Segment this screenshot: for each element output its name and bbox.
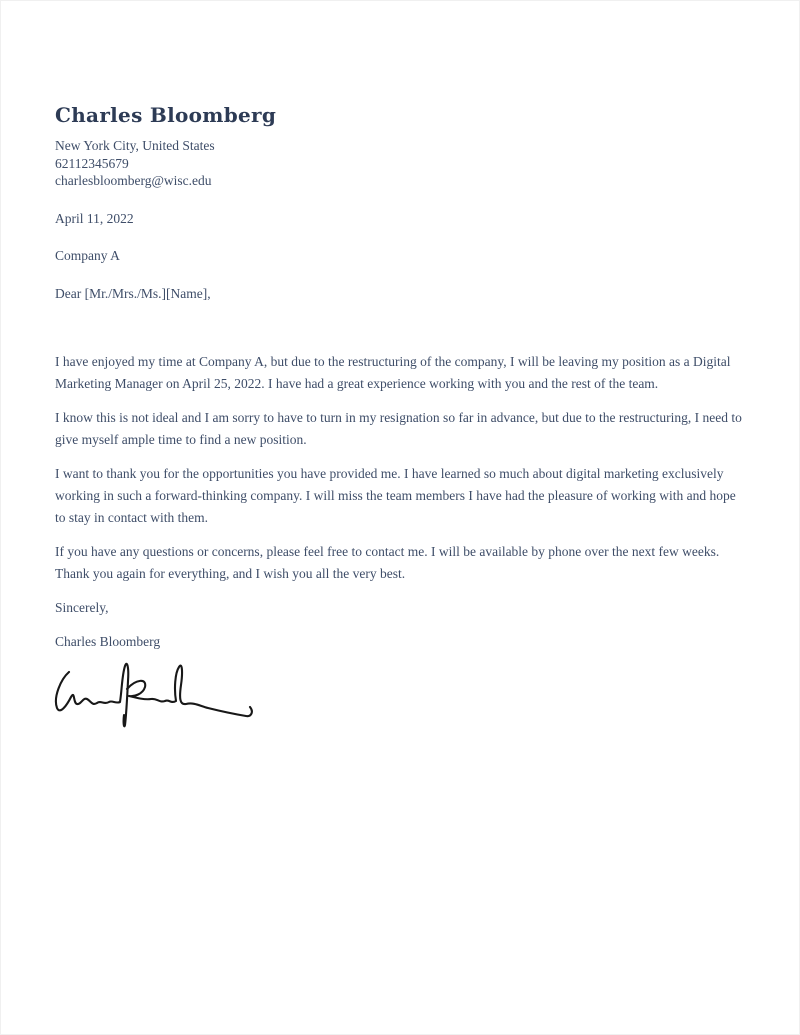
signature-image: [48, 659, 258, 734]
letter-date: April 11, 2022: [55, 210, 134, 226]
closing: Sincerely,: [55, 599, 109, 615]
recipient-name: Company A: [55, 247, 120, 263]
sender-name: Charles Bloomberg: [55, 103, 277, 127]
paragraph-4: If you have any questions or concerns, please feel free to contact me. I will be available by phone over the next few weeks. Thank you again for everything, and I wish you all the very best.: [55, 543, 720, 581]
sender-email: charlesbloomberg@wisc.edu: [55, 173, 212, 188]
salutation: Dear [Mr./Mrs./Ms.][Name],: [55, 285, 211, 301]
letter-body: [55, 351, 749, 585]
paragraph-2: I know this is not ideal and I am sorry to have to turn in my resignation so far in advance, but due to the restructuring, I need to give myself ample time to find a new position.: [55, 409, 742, 447]
sender-phone: 62112345679: [55, 155, 129, 171]
paragraph-3: I want to thank you for the opportunities you have provided me. I have learned so much about digital marketing exclusively working in such a forward-thinking company. I will miss the team members I have had the pleasure of working with and hope to stay in contact with them.: [55, 465, 736, 525]
paragraph-1: I have enjoyed my time at Company A, but due to the restructuring of the company, I will be leaving my position as a Digital Marketing Manager on April 25, 2022. I have had a great experience working with you and the rest of the team.: [55, 353, 731, 391]
signature-printed-name: Charles Bloomberg: [55, 633, 161, 649]
sender-location: New York City, United States: [55, 138, 215, 153]
sender-contact-block: [55, 137, 745, 190]
